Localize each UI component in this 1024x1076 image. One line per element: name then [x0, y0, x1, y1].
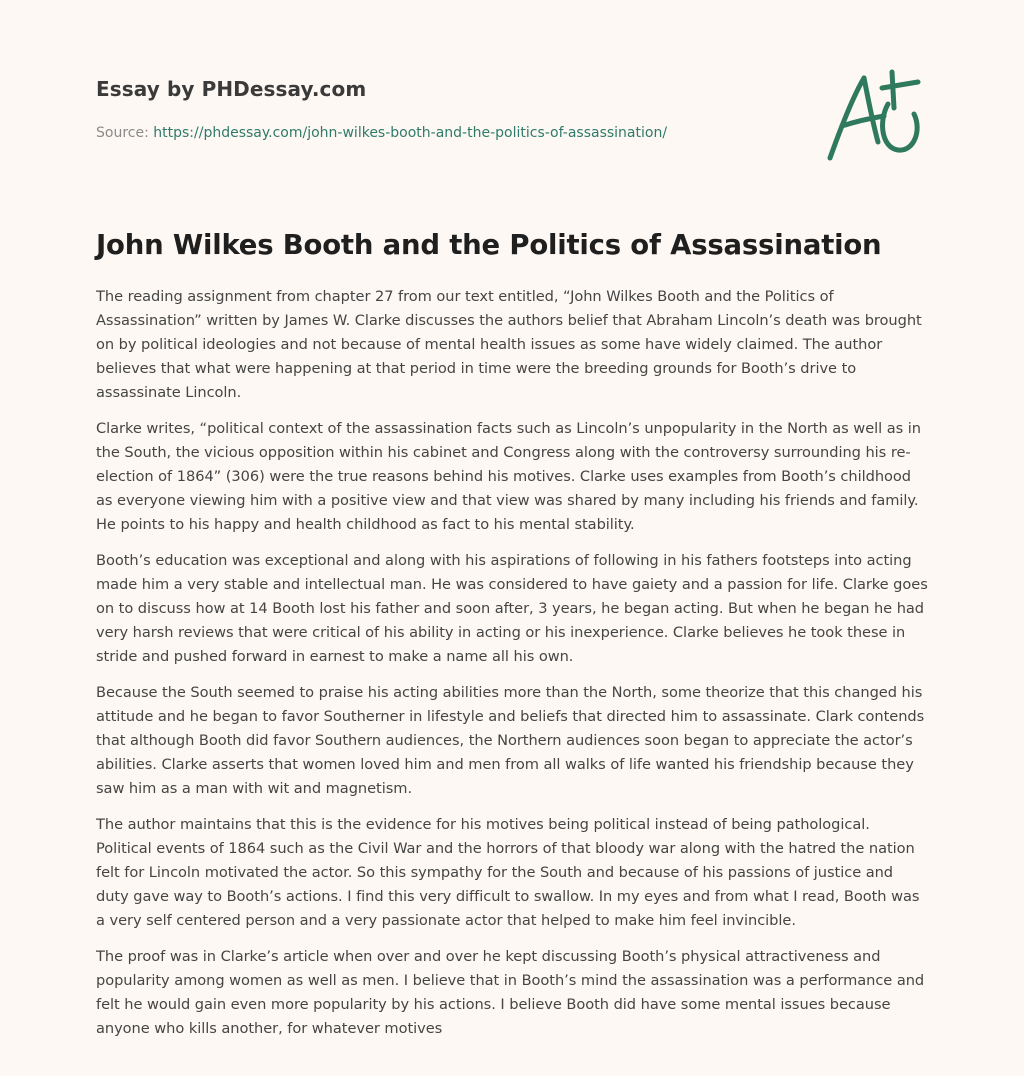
source-line	[96, 125, 667, 141]
essay-body	[96, 285, 928, 1053]
essay-paragraph: The reading assignment from chapter 27 from our text entitled, “John Wilkes Booth and the Politics of Assassination” written by James W. Clarke discusses the authors belief that Abraham Lincoln’s death was brought on by political ideologies and not because of mental health issues as some have widely claimed. The author believes that what were happening at that period in time were the breeding grounds for Booth’s drive to assassinate Lincoln.	[96, 288, 922, 401]
source-link[interactable]: https://phdessay.com/john-wilkes-booth-and-the-politics-of-assassination/	[153, 125, 668, 141]
a-plus-logo-icon	[826, 68, 926, 164]
essay-paragraph: Booth’s education was exceptional and along with his aspirations of following in his fathers footsteps into acting made him a very stable and intellectual man. He was considered to have gaiety and a passion for life. Clarke goes on to discuss how at 14 Booth lost his father and soon after, 3 years, he began acting. But when he began he had very harsh reviews that were critical of his ability in acting or his inexperience. Clarke believes he took these in stride and pushed forward in earnest to make a name all his own.	[96, 552, 928, 665]
essay-paragraph: Because the South seemed to praise his acting abilities more than the North, some theorize that this changed his attitude and he began to favor Southerner in lifestyle and beliefs that directed him to assassinate. Clark contends that although Booth did favor Southern audiences, the Northern audiences soon began to appreciate the actor’s abilities. Clarke asserts that women loved him and men from all walks of life wanted his friendship because they saw him as a man with wit and magnetism.	[96, 684, 925, 797]
essay-paragraph: The author maintains that this is the evidence for his motives being political instead of being pathological. Political events of 1864 such as the Civil War and the horrors of that bloody war along with the hatred the nation felt for Lincoln motivated the actor. So this sympathy for the South and because of his passions of justice and duty gave way to Booth’s actions. I find this very difficult to swallow. In my eyes and from what I read, Booth was a very self centered person and a very passionate actor that helped to make him feel invincible.	[96, 816, 920, 929]
essay-paragraph: Clarke writes, “political context of the assassination facts such as Lincoln’s unpopularity in the North as well as in the South, the vicious opposition within his cabinet and Congress along with the controversy surrounding his re-election of 1864” (306) were the true reasons behind his motives. Clarke uses examples from Booth’s childhood as everyone viewing him with a positive view and that view was shared by many including his friends and family. He points to his happy and health childhood as fact to his mental stability.	[96, 420, 921, 533]
essay-title: John Wilkes Booth and the Politics of Assassination	[96, 229, 882, 261]
site-title: Essay by PHDessay.com	[96, 77, 367, 101]
source-label: Source:	[96, 125, 154, 141]
essay-paragraph: The proof was in Clarke’s article when over and over he kept discussing Booth’s physical attractiveness and popularity among women as well as men. I believe that in Booth’s mind the assassination was a performance and felt he would gain even more popularity by his actions. I believe Booth did have some mental issues because anyone who kills another, for whatever motives	[96, 948, 925, 1037]
